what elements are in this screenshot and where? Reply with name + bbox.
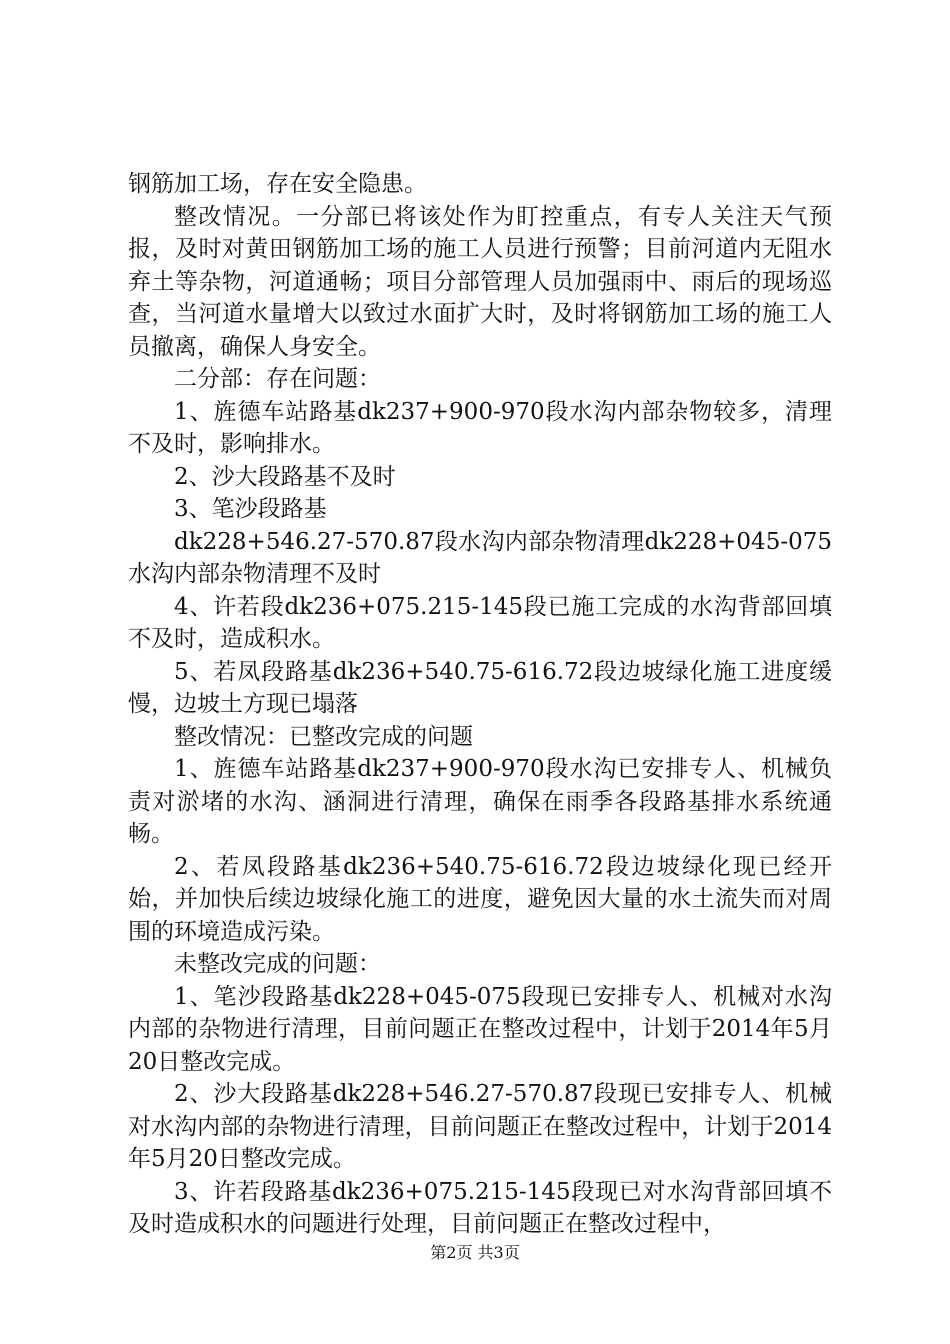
paragraph-13: 未整改完成的问题： [174, 951, 381, 977]
paragraph-4: 1、旌德车站路基dk237+900-970段水沟内部杂物较多，清理不及时，影响排水。 [128, 398, 832, 457]
paragraph-5: 2、沙大段路基不及时 [174, 463, 396, 490]
paragraph-1: 钢筋加工场，存在安全隐患。 [128, 171, 427, 197]
paragraph-16: 3、许若段路基dk236+075.215-145段现已对水沟背部回填不及时造成积水的问题进行处理，目前问题正在整改过程中， [128, 1178, 832, 1237]
paragraph-12: 2、若凤段路基dk236+540.75-616.72段边坡绿化现已经开始，并加快后续边坡绿化施工的进度，避免因大量的水土流失而对周围的环境造成污染。 [128, 853, 832, 945]
paragraph-8: 4、许若段dk236+075.215-145段已施工完成的水沟背部回填不及时，造成积水。 [128, 593, 832, 652]
paragraph-9: 5、若凤段路基dk236+540.75-616.72段边坡绿化施工进度缓慢，边坡土方现已塌落 [128, 658, 832, 717]
paragraph-14: 1、笔沙段路基dk228+045-075段现已安排专人、机械对水沟内部的杂物进行清理，目前问题正在整改过程中，计划于2014年5月20日整改完成。 [128, 983, 832, 1075]
paragraph-3: 二分部：存在问题： [174, 366, 381, 392]
paragraph-15: 2、沙大段路基dk228+546.27-570.87段现已安排专人、机械对水沟内部的杂物进行清理，目前问题正在整改过程中，计划于2014年5月20日整改完成。 [128, 1081, 832, 1172]
paragraph-11: 1、旌德车站路基dk237+900-970段水沟已安排专人、机械负责对淤堵的水沟、涵洞进行清理，确保在雨季各段路基排水系统通畅。 [128, 756, 832, 847]
paragraph-7: dk228+546.27-570.87段水沟内部杂物清理dk228+045-075水沟内部杂物清理不及时 [128, 528, 832, 587]
page-footer: 第2页 共3页 [430, 1243, 520, 1262]
paragraph-2: 整改情况。一分部已将该处作为盯控重点，有专人关注天气预报，及时对黄田钢筋加工场的施工人员进行预警；目前河道内无阻水弃土等杂物，河道通畅；项目分部管理人员加强雨中、雨后的现场巡查，当河道水量增大以致过水面扩大时，及时将钢筋加工场的施工人员撤离，确保人身安全。 [128, 203, 832, 360]
paragraph-6: 3、笔沙段路基 [174, 496, 327, 522]
document-body [128, 168, 832, 1241]
paragraph-10: 整改情况：已整改完成的问题 [174, 723, 473, 750]
